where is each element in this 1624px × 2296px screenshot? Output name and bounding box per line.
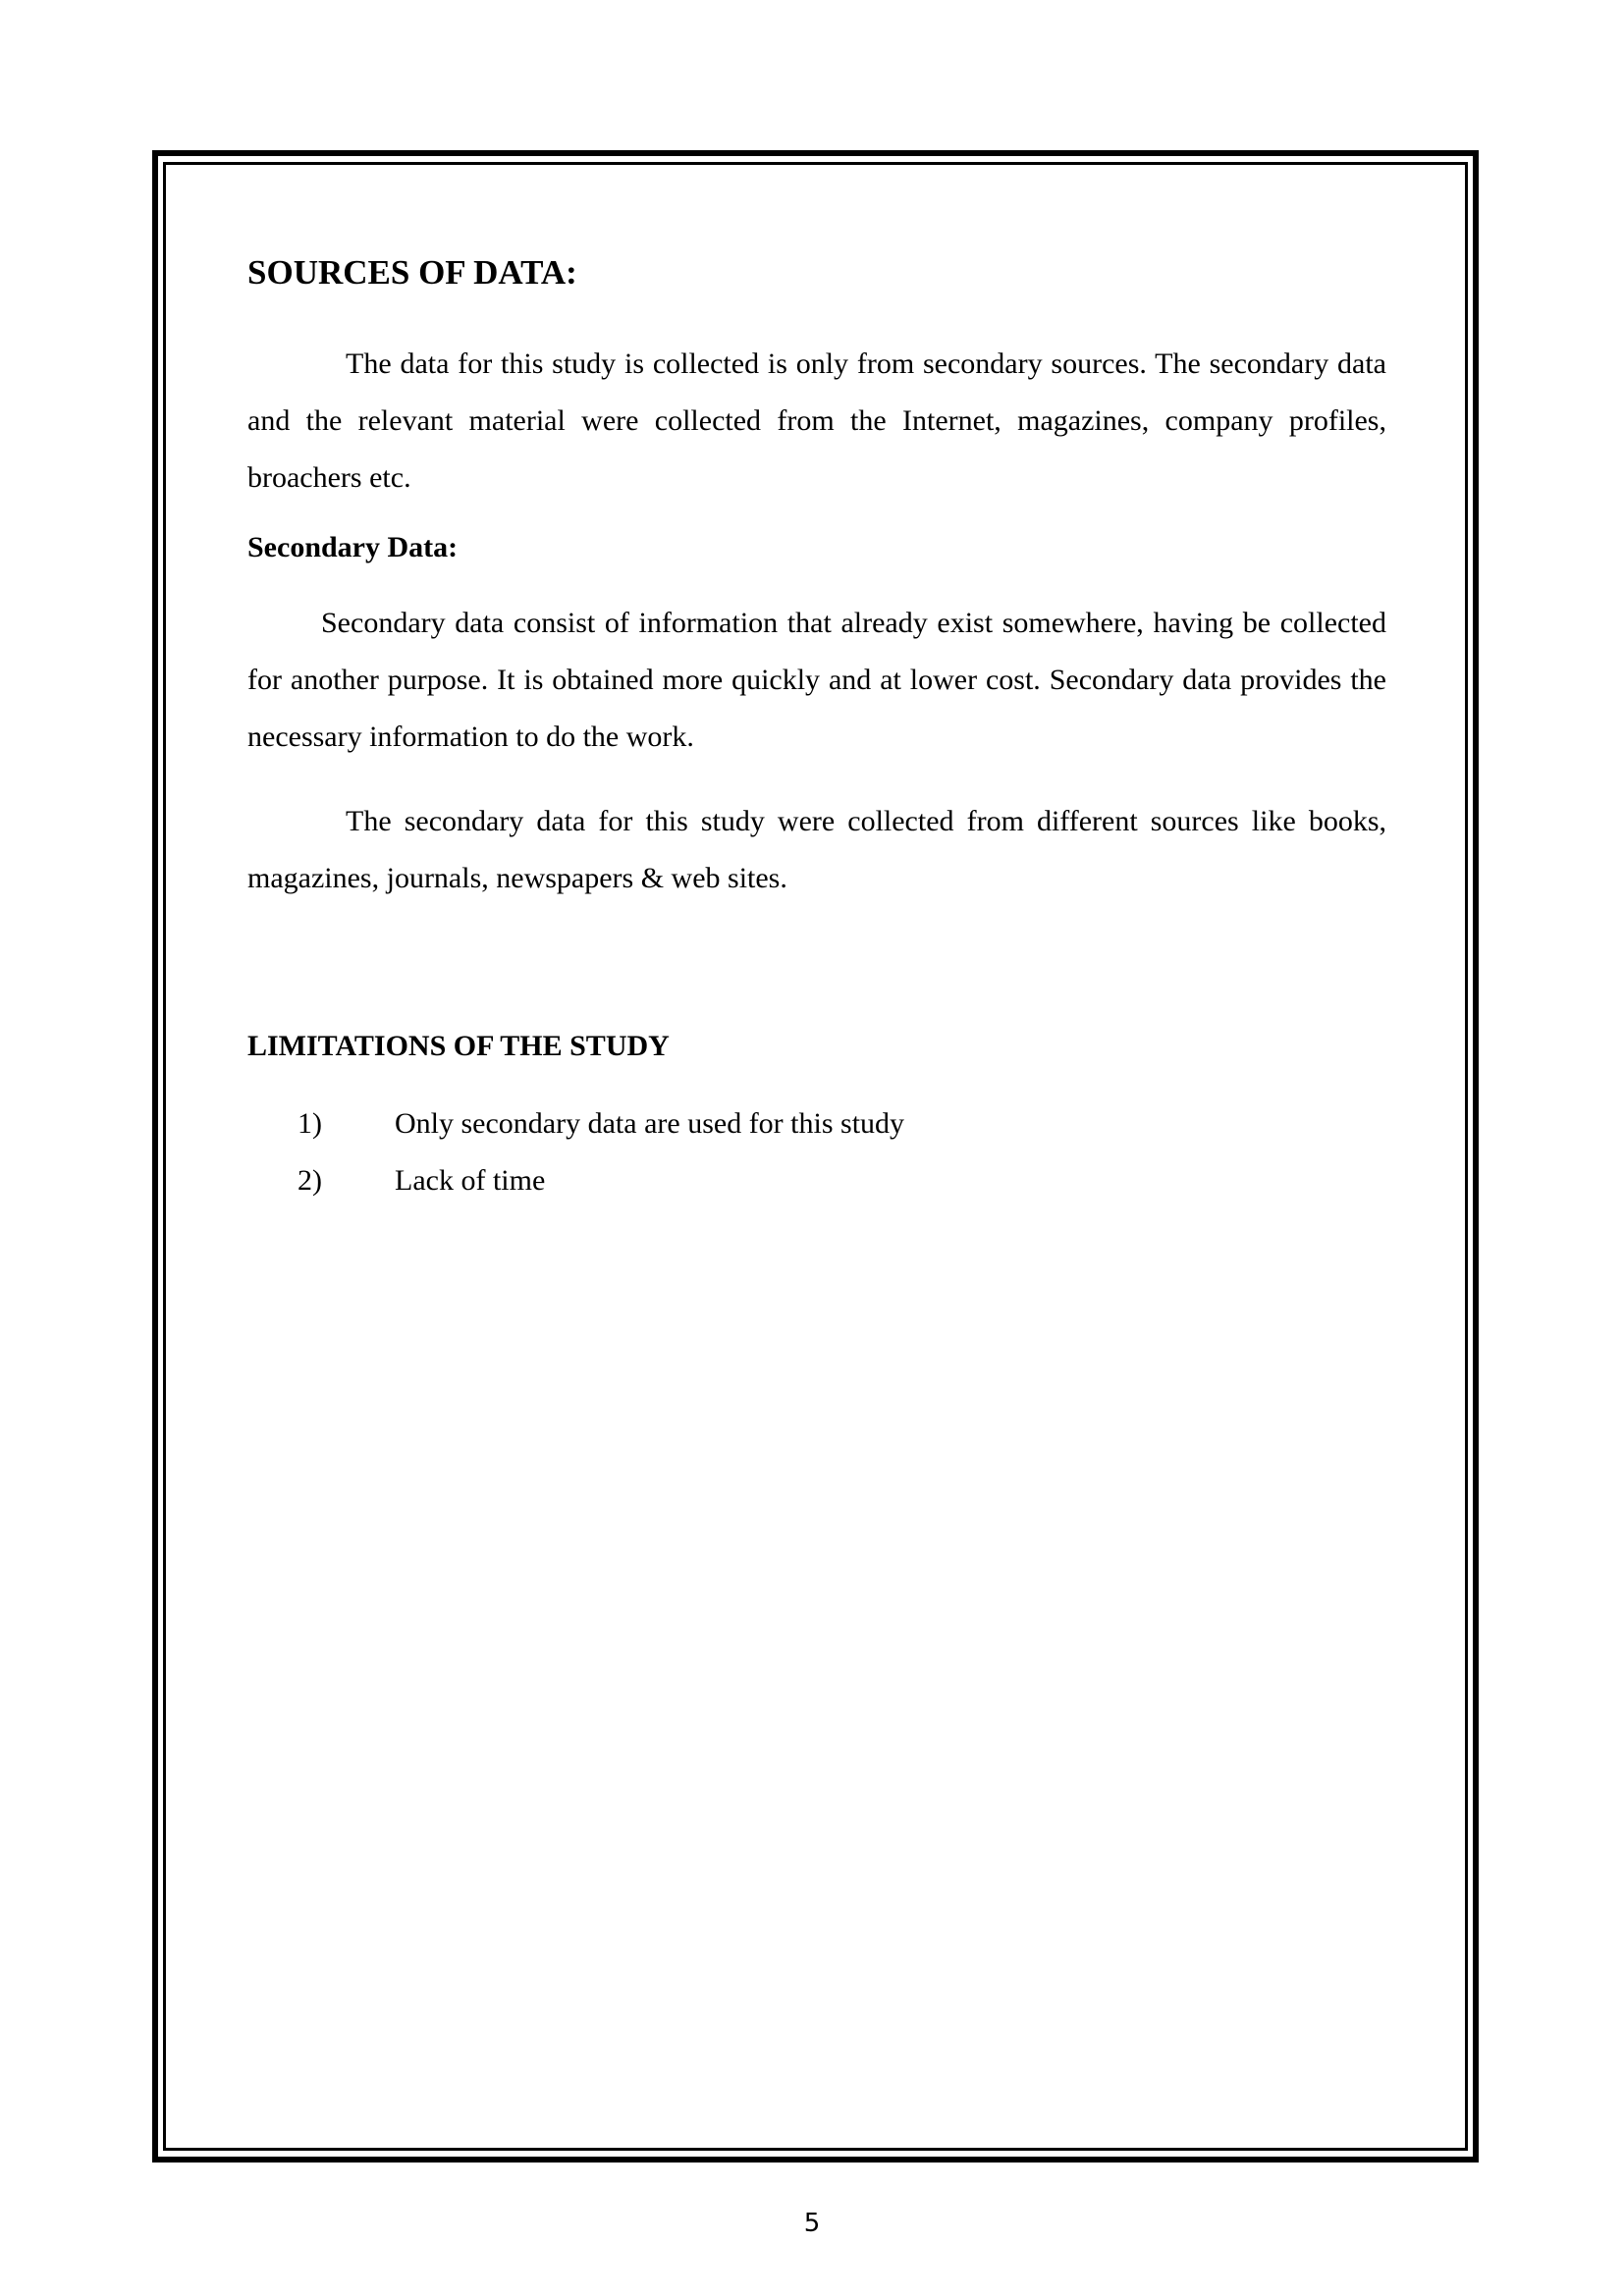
page-content bbox=[247, 245, 1386, 1209]
secondary-data-paragraph-2: The secondary data for this study were collected from different sources like books, magazines, journals, newspapers & web sites. bbox=[247, 805, 1386, 894]
page-number: 5 bbox=[803, 2209, 821, 2238]
limitations-list bbox=[247, 1095, 1386, 1209]
list-item-number: 2) bbox=[298, 1164, 322, 1197]
list-item bbox=[247, 1095, 1386, 1152]
list-item bbox=[247, 1152, 1386, 1209]
section-title: SOURCES OF DATA: bbox=[247, 253, 577, 292]
list-item-text: Lack of time bbox=[395, 1164, 546, 1197]
list-item-text: Only secondary data are used for this study bbox=[395, 1107, 905, 1140]
secondary-data-paragraph-1: Secondary data consist of information that already exist somewhere, having be collected for another purpose. It is obtained more quickly and at lower cost. Secondary data provides the necessary information to do the work. bbox=[247, 607, 1386, 753]
limitations-heading: LIMITATIONS OF THE STUDY bbox=[247, 1030, 670, 1062]
intro-paragraph: The data for this study is collected is only from secondary sources. The secondary data and the relevant material were collected from the Internet, magazines, company profiles, broachers etc. bbox=[247, 347, 1386, 494]
list-item-number: 1) bbox=[298, 1107, 322, 1140]
secondary-data-heading: Secondary Data: bbox=[247, 531, 459, 563]
